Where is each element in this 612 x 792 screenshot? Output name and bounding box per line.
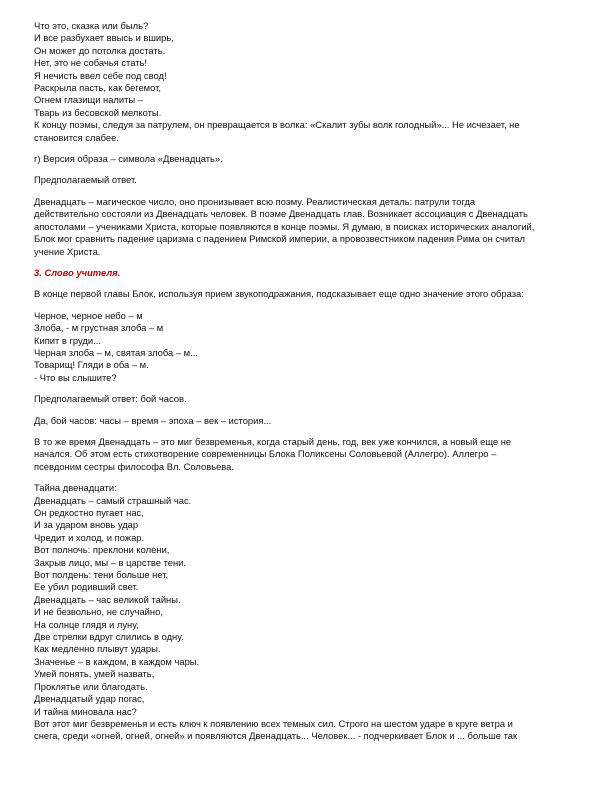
expected-answer-1: Предполагаемый ответ. bbox=[34, 174, 137, 186]
poem-secret-of-twelve bbox=[34, 482, 574, 718]
poem-line: Двенадцать – час великой тайны. bbox=[34, 593, 181, 605]
text-line: действительно состояли из Двенадцать человек. В поэме Двенадцать глав. Возникает ассоциация с Двенадцать bbox=[34, 208, 528, 220]
poem-line: Значенье – в каждом, в каждом чары. bbox=[34, 655, 200, 667]
paragraph-twelve bbox=[34, 196, 574, 258]
expected-answer-2: Предполагаемый ответ: бой часов. bbox=[34, 393, 187, 405]
text-line: Он может до потолка достать. bbox=[34, 44, 166, 56]
text-line: Вот этот миг безвременья и есть ключ к появлению всех темных сил. Строго на шестом ударе в круге ветра и bbox=[34, 717, 513, 729]
text-line: Я нечисть ввел себе под свод! bbox=[34, 69, 167, 81]
text-line: К концу поэмы, следуя за патрулем, он превращается в волка: «Скалит зубы волк голодный»... Не исчезает, не bbox=[34, 119, 520, 131]
stanza-nechist bbox=[34, 20, 574, 144]
poem-line: Ее убил родивший свет. bbox=[34, 581, 139, 593]
text-line: апостолами – учениками Христа, которые появляются в конце поэмы. Я думаю, в поисках исторических аналогий, bbox=[34, 220, 535, 232]
text-line: - Что вы слышите? bbox=[34, 371, 117, 383]
text-line: становится слабее. bbox=[34, 131, 119, 143]
text-line: Черная злоба – м, святая злоба – м... bbox=[34, 346, 198, 358]
text-line: начался. Об этом есть стихотворение современницы Блока Поликсены Соловьевой (Аллегро). Аллегро – bbox=[34, 448, 497, 460]
clock-line: Да, бой часов: часы – время – эпоха – век – история... bbox=[34, 414, 272, 426]
section-heading-teacher: 3. Слово учителя. bbox=[34, 266, 121, 278]
text-line: псевдоним сестры философа Вл. Соловьева. bbox=[34, 460, 234, 472]
text-line: Злоба, - м грустная злоба – м bbox=[34, 322, 164, 334]
poem-line: Вот полдень: тени больше нет, bbox=[34, 569, 169, 581]
text-line: Двенадцать – магическое число, оно пронизывает всю поэму. Реалистическая деталь: патрули тогда bbox=[34, 195, 476, 207]
poem-line: И за ударом вновь удар bbox=[34, 519, 139, 531]
poem-line: И тайна миновала нас? bbox=[34, 705, 137, 717]
intro-sound: В конце первой главы Блок, используя прием звукоподражания, подсказывает еще одно значение этого образа: bbox=[34, 288, 524, 300]
poem-line: Тайна двенадцати: bbox=[34, 482, 117, 494]
poem-line: Вот полночь: преклони колени, bbox=[34, 544, 170, 556]
poem-line: Он редкостно пугает нас, bbox=[34, 507, 144, 518]
text-line: Нет, это не собачья стать! bbox=[34, 57, 147, 69]
poem-line: Чредит и холод, и пожар. bbox=[34, 531, 145, 543]
text-line: Черное, черное небо – м bbox=[34, 309, 143, 321]
text-line: И все разбухает ввысь и вширь, bbox=[34, 32, 174, 44]
poem-line: Умей понять, умей назвать, bbox=[34, 668, 155, 680]
text-line: учение Христа. bbox=[34, 245, 101, 257]
poem-line: Две стрелки вдруг слились в одну. bbox=[34, 631, 184, 643]
stanza-black-sky bbox=[34, 310, 574, 384]
poem-line: И не безвольно, не случайно, bbox=[34, 606, 163, 618]
poem-line: Закрыв лицо, мы – в царстве тени. bbox=[34, 556, 186, 568]
text-line: Тварь из бесовской мелкоты. bbox=[34, 106, 162, 118]
poem-line: Как медленно плывут удары. bbox=[34, 643, 161, 655]
text-line: Раскрыла пасть, как бегемот, bbox=[34, 82, 161, 94]
poem-line: Двенадцатый удар погас, bbox=[34, 693, 145, 705]
poem-line: Двенадцать – самый страшный час. bbox=[34, 494, 192, 506]
item-g: г) Версия образа – символа «Двенадцать». bbox=[34, 153, 223, 165]
paragraph-timeless bbox=[34, 436, 574, 473]
text-line: Товарищ! Гляди в оба – м. bbox=[34, 359, 149, 371]
poem-line: На солнце глядя и луну, bbox=[34, 618, 139, 630]
text-line: Огнем глазищи налиты – bbox=[34, 94, 143, 106]
text-line: снега, среди «огней, огней, огней» и появляются Двенадцать... Человек... - подчеркивает Блок и ... больше так bbox=[34, 730, 518, 742]
text-line: Кипит в груди... bbox=[34, 334, 101, 346]
paragraph-closing bbox=[34, 718, 574, 743]
text-line: Что это, сказка или быль? bbox=[34, 20, 149, 31]
text-line: Блок мог сравнить падение царизма с падением Римской империи, а провозвестником падения Рима он считал bbox=[34, 233, 525, 245]
poem-line: Проклятье или благодать. bbox=[34, 680, 148, 692]
text-line: В то же время Двенадцать – это миг безвременья, когда старый день, год, век уже кончился, а новый еще не bbox=[34, 435, 512, 447]
